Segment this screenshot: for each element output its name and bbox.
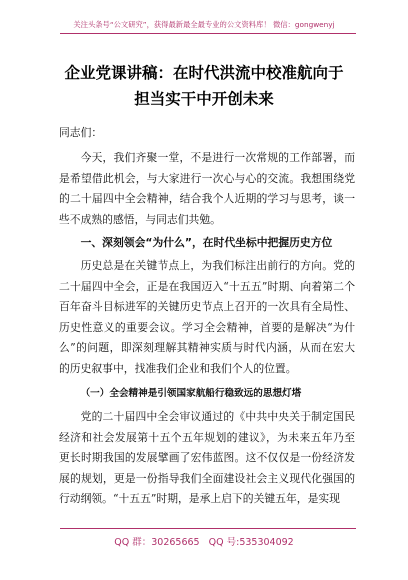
- subsection-heading-1: （一）全会精神是引领国家航船行稳致远的思想灯塔: [80, 388, 302, 399]
- body-block-1: [59, 148, 355, 230]
- paragraph-history: 历史总是在关键节点上，为我们标注出前行的方向。党的二十届四中全会，正是在我国迈入“十五五”时期、向着第二个百年奋斗目标进军的关键历史节点上召开的一次具有全局性、历史性意义的重要会议。学习全会精神，首要的是解决“为什么”的问题，即深刻理解其精神实质与时代内涵，从而在宏大的历史叙事中，找准我们企业和我们个人的位置。: [59, 259, 355, 375]
- body-block-4: [59, 384, 355, 405]
- paragraph-intro: 今天，我们齐聚一堂，不是进行一次常规的工作部署，而是希望借此机会，与大家进行一次心与心的交流。我想围绕党的二十届四中全会精神，结合我个人近期的学习与思考，谈一些不成熟的感悟，与同志们共勉。: [59, 151, 355, 226]
- title-line-1: 企业党课讲稿：在时代洪流中校准航向于: [64, 64, 344, 82]
- body-block-3: [59, 256, 355, 379]
- body-block-5: [59, 407, 355, 510]
- footer: [0, 534, 408, 548]
- document-title: [40, 60, 368, 112]
- footer-qq-group: QQ 群：30265665: [114, 537, 200, 548]
- section-heading-1: 一、深刻领会“为什么”，在时代坐标中把握历史方位: [80, 236, 333, 249]
- paragraph-plenum: 党的二十届四中全会审议通过的《中共中央关于制定国民经济和社会发展第十五个五年规划的建议》，为未来五年乃至更长时期我国的发展擘画了宏伟蓝图。这不仅仅是一份经济发展的规划，更是一份指导我们全面建设社会主义现代化强国的行动纲领。“十五五”时期，是承上启下的关键五年，是实现: [59, 410, 355, 505]
- body-block-2: [59, 233, 355, 254]
- footer-divider: [60, 528, 356, 529]
- header-banner: 关注头条号“公文研究”，获得最新最全最专业的公文资料库！ 微信：gongwenyj: [73, 20, 335, 29]
- header-divider: [60, 33, 356, 34]
- title-line-2: 担当实干中开创未来: [134, 90, 274, 108]
- salutation: 同志们：: [59, 126, 103, 139]
- footer-qq-number: QQ 号:535304092: [208, 537, 294, 548]
